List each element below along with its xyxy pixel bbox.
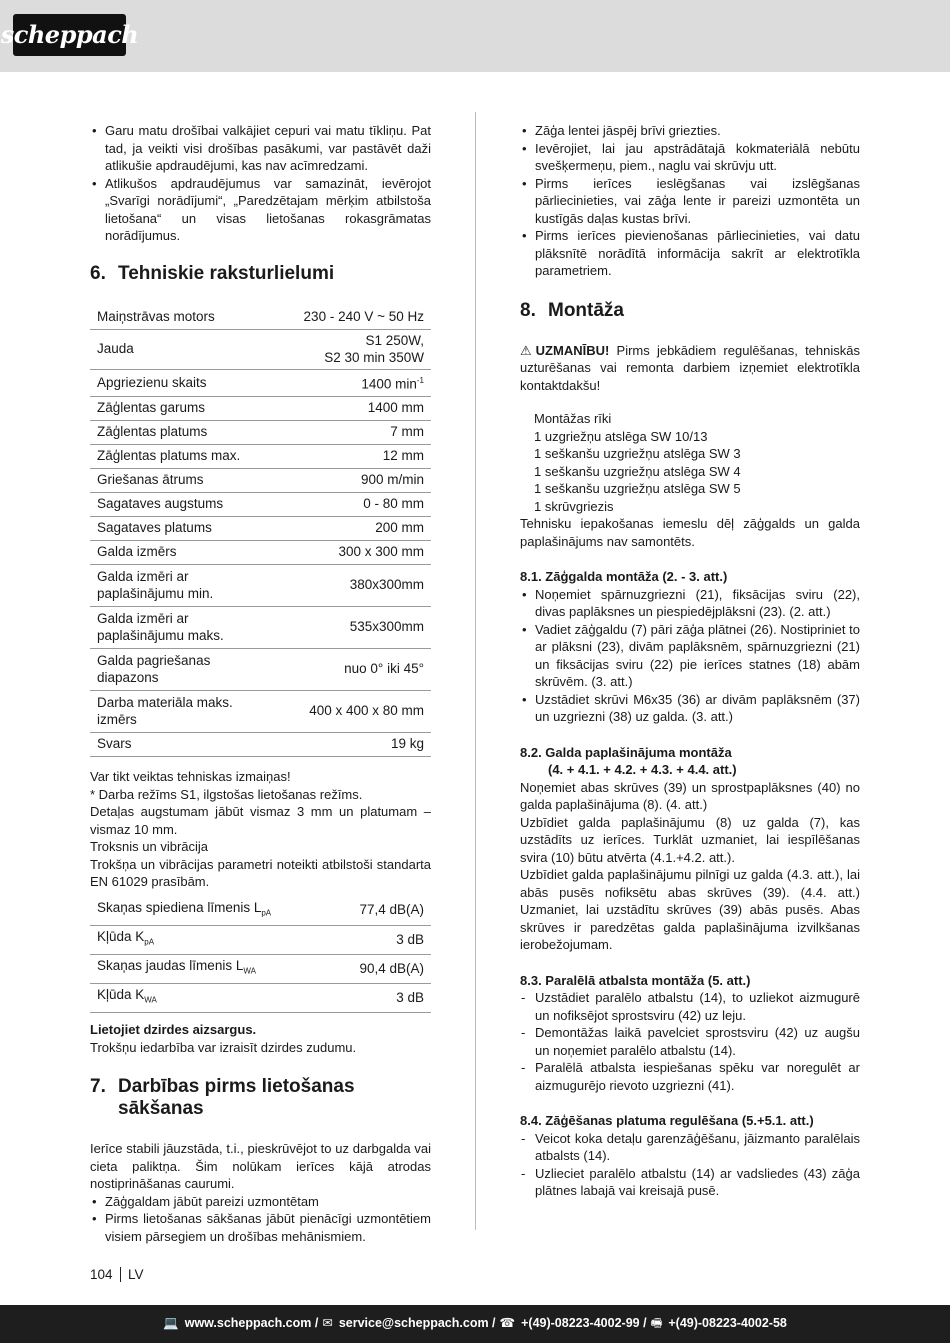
page-footer xyxy=(90,1266,144,1284)
note: Var tikt veiktas tehniskas izmaiņas! xyxy=(90,769,291,784)
mail-icon: ✉ xyxy=(322,1316,333,1331)
table-row xyxy=(90,897,431,926)
spec-value: 380x300mm xyxy=(280,565,431,607)
section-8-heading: 8. Montāža xyxy=(520,299,624,321)
table-row xyxy=(90,306,431,330)
language-code: LV xyxy=(128,1267,144,1282)
fax-number: +(49)-08223-4002-58 xyxy=(668,1316,787,1331)
spec-value: nuo 0° iki 45° xyxy=(280,649,431,691)
list-item: 1 skrūvgriezis xyxy=(534,498,614,514)
spec-value: S1 250W, S2 30 min 350W xyxy=(280,330,431,370)
table-row xyxy=(90,565,431,607)
phone-number: +(49)-08223-4002-99 / xyxy=(521,1316,647,1331)
list-item: 1 seškanšu uzgriežņu atslēga SW 3 xyxy=(534,446,741,461)
subsection-8-4-heading: 8.4. Zāģēšanas platuma regulēšana (5.+5.1. att.) xyxy=(520,1113,814,1128)
list-item: - Demontāžas laikā pavelciet sprostsviru (42) uz augšu un noņemiet paralēlo atbalstu (14). xyxy=(520,1024,860,1059)
spec-value: 400 x 400 x 80 mm xyxy=(280,691,431,733)
spec-label: Galda izmērs xyxy=(90,541,280,565)
list-item: • Atlikušos apdraudējumus var samazināt, ievērojot „Svarīgi norādījumi“, „Paredzētajam mērķim atbilstoša lietošana“ un visas lietošanas rokasgrāmatas norādījumus. xyxy=(90,175,431,245)
email-link[interactable]: service@scheppach.com / xyxy=(338,1316,496,1331)
noise-value: 3 dB xyxy=(331,925,431,954)
subsection-8-3-items xyxy=(520,989,860,1094)
website-link[interactable]: www.scheppach.com / xyxy=(184,1316,319,1331)
tools-list xyxy=(520,410,860,515)
paragraph: Uzbīdiet galda paplašinājumu (8) uz galda (7), kas uzstādīts uz ierīces. Turklāt uzmaniet, lai iespīlēšanas svira (10) būtu atvērta (4.1.+4.2. att.). xyxy=(520,814,860,865)
noise-label: Skaņas jaudas līmenis $L_{WA}$ xyxy=(90,954,331,983)
spec-table xyxy=(90,306,431,758)
table-row xyxy=(90,691,431,733)
note: Detaļas augstumam jābūt vismaz 3 mm un platumam – vismaz 10 mm. xyxy=(90,804,431,837)
list-item: • Garu matu drošībai valkājiet cepuri vai matu tīkliņu. Pat tad, ja veikti visi drošības pasākumi, var pastāvēt daži atlikušie apdraudējumi, kas nav acīmredzami. xyxy=(90,122,431,175)
spec-label: Svars xyxy=(90,733,280,757)
column-divider xyxy=(475,112,476,1230)
subsection-8-2-heading: 8.2. Galda paplašinājuma montāža (4. + 4.1. + 4.2. + 4.3. + 4.4. att.) xyxy=(520,744,737,777)
section-7-text: Ierīce stabili jāuzstāda, t.i., pieskrūvējot to uz darbgalda vai cieta paliktņa. Šim nolūkam ierīces kājā atrodas nostiprināšanas caurumi. xyxy=(90,1141,431,1192)
brand-logo: scheppach xyxy=(13,14,126,56)
spec-value: 535x300mm xyxy=(280,607,431,649)
table-row xyxy=(90,607,431,649)
tools-note: Tehnisku iepakošanas iemeslu dēļ zāģgalds un galda paplašinājums nav samontēts. xyxy=(520,516,860,549)
spec-value: 900 m/min xyxy=(280,469,431,493)
noise-value: 3 dB xyxy=(331,984,431,1013)
spec-label: Galda izmēri ar paplašinājumu maks. xyxy=(90,607,280,649)
spec-value: 7 mm xyxy=(280,421,431,445)
spec-label: Griešanas ātrums xyxy=(90,469,280,493)
list-item: • Zāģgaldam jābūt pareizi uzmontētam xyxy=(90,1193,431,1211)
paragraph: Noņemiet abas skrūves (39) un sprostpaplāksnes (40) no galda paplašinājuma (8). (4. att.) xyxy=(520,779,860,812)
noise-label: Kļūda $K_{WA}$ xyxy=(90,984,331,1013)
spec-label: Zāģlentas platums xyxy=(90,421,280,445)
spec-label: Jauda xyxy=(90,330,280,370)
list-item: - Uzstādiet paralēlo atbalstu (14), to uzliekot aizmugurē un nofiksējot sprostsviru (42) uz leju. xyxy=(520,989,860,1024)
separator xyxy=(120,1267,122,1282)
spec-label: Darba materiāla maks. izmērs xyxy=(90,691,280,733)
noise-label: Kļūda $K_{pA}$ xyxy=(90,925,331,954)
table-row xyxy=(90,954,431,983)
noise-value: 90,4 dB(A) xyxy=(331,954,431,983)
list-item: • Pirms ierīces ieslēgšanas vai izslēgšanas pārliecinieties, vai zāģa lente ir pareizi uzmontēta un kustīgās daļas kustas brīvi. xyxy=(520,175,860,228)
list-item: - Paralēlā atbalsta iespiešanas spēku var noregulēt ar aizmugurējo rievoto uzgriezni (41). xyxy=(520,1059,860,1094)
table-row xyxy=(90,649,431,691)
section-7-heading: 7. Darbības pirms lietošanas sākšanas xyxy=(90,1076,355,1120)
list-item: • Zāģa lentei jāspēj brīvi griezties. xyxy=(520,122,860,140)
spec-label: Maiņstrāvas motors xyxy=(90,306,280,330)
safety-bullets-left xyxy=(90,122,431,245)
spec-value: 0 - 80 mm xyxy=(280,493,431,517)
note: Trokšņa un vibrācijas parametri noteikti atbilstoši standarta EN 61029 prasībām. xyxy=(90,856,431,889)
noise-value: 77,4 dB(A) xyxy=(331,897,431,926)
tools-heading: Montāžas rīki xyxy=(534,411,612,426)
table-row xyxy=(90,445,431,469)
spec-label: Sagataves platums xyxy=(90,517,280,541)
subsection-8-1-heading: 8.1. Zāģgalda montāža (2. - 3. att.) xyxy=(520,569,728,584)
table-row xyxy=(90,421,431,445)
list-item: - Uzlieciet paralēlo atbalstu (14) ar vadsliedes (43) zāģa plātnes labajā vai kreisajā pusē. xyxy=(520,1165,860,1200)
note: Troksnis un vibrācija xyxy=(90,839,209,854)
list-item: 1 seškanšu uzgriežņu atslēga SW 5 xyxy=(534,481,741,496)
fax-icon: 🖷 xyxy=(650,1316,663,1331)
table-row xyxy=(90,984,431,1013)
noise-table xyxy=(90,897,431,1014)
spec-value: 300 x 300 mm xyxy=(280,541,431,565)
list-item: • Pirms lietošanas sākšanas jābūt pienācīgi uzmontētiem visiem pārsegiem un drošības mehānismiem. xyxy=(90,1210,431,1245)
left-column xyxy=(90,122,431,1245)
section-6-heading: 6. Tehniskie raksturlielumi xyxy=(90,262,335,284)
spec-value: 1400 mm xyxy=(280,397,431,421)
spec-label: Apgriezienu skaits xyxy=(90,370,280,397)
table-row xyxy=(90,493,431,517)
laptop-icon: 💻 xyxy=(163,1316,179,1331)
table-row xyxy=(90,925,431,954)
list-item: 1 uzgriežņu atslēga SW 10/13 xyxy=(534,428,708,444)
warning-text: ⚠ UZMANĪBU! Pirms jebkādiem regulēšanas, tehniskās uzturēšanas vai remonta darbiem izņemiet elektrotīkla kontaktdakšu! xyxy=(520,342,860,393)
spec-value: 200 mm xyxy=(280,517,431,541)
table-row xyxy=(90,397,431,421)
list-item: - Veicot koka detaļu garenzāģēšanu, jāizmanto paralēlais atbalsts (14). xyxy=(520,1130,860,1165)
header-bar xyxy=(0,0,950,72)
list-item: 1 seškanšu uzgriežņu atslēga SW 4 xyxy=(534,463,741,479)
spec-label: Zāģlentas garums xyxy=(90,397,280,421)
section-7-bullets xyxy=(90,1193,431,1246)
list-item: • Noņemiet spārnuzgriezni (21), fiksācijas sviru (22), divas paplāksnes un piespiedējplāksni (23). (2. att.) xyxy=(520,586,860,621)
subsection-8-1-bullets xyxy=(520,586,860,726)
list-item: • Ievērojiet, lai jau apstrādātajā kokmateriālā nebūtu svešķermeņu, piem., naglu vai skrūvju utt. xyxy=(520,140,860,175)
table-row xyxy=(90,370,431,397)
paragraph: Uzbīdiet galda paplašinājumu pilnīgi uz galda (4.3. att.), lai abās pusēs nofiksētu abas skrūves (39). (4.4. att.) Uzmaniet, lai uzstādītu skrūves (39) abās pusēs. Abas skrūves ir paredzētas galda paplašinājuma izvilkšanas ierobežojumam. xyxy=(520,867,860,952)
subsection-8-3-heading: 8.3. Paralēlā atbalsta montāža (5. att.) xyxy=(520,972,751,988)
spec-label: Zāģlentas platums max. xyxy=(90,445,280,469)
page-number: 104 xyxy=(90,1267,113,1282)
table-row xyxy=(90,541,431,565)
subsection-8-4-items xyxy=(520,1130,860,1200)
safety-bullets-right xyxy=(520,122,860,280)
table-row xyxy=(90,733,431,757)
spec-label: Sagataves augstums xyxy=(90,493,280,517)
spec-value: 1400 $\min^{-1}$ xyxy=(280,370,431,397)
noise-label: Skaņas spiediena līmenis $L_{pA}$ xyxy=(90,897,331,926)
spec-label: Galda izmēri ar paplašinājumu min. xyxy=(90,565,280,607)
contact-bar xyxy=(0,1305,950,1343)
spec-value: 19 kg xyxy=(280,733,431,757)
table-row xyxy=(90,517,431,541)
spec-value: 230 - 240 V ~ 50 Hz xyxy=(280,306,431,330)
hearing-warning: Lietojiet dzirdes aizsargus. Trokšņu iedarbība var izraisīt dzirdes zudumu. xyxy=(90,1022,357,1055)
list-item: • Uzstādiet skrūvi M6x35 (36) ar divām paplāksnēm (37) un uzgriezni (38) uz galda. (3. att.) xyxy=(520,691,860,726)
spec-label: Galda pagriešanas diapazons xyxy=(90,649,280,691)
right-column xyxy=(520,122,860,1200)
list-item: • Pirms ierīces pievienošanas pārliecinieties, vai datu plāksnītē norādītā informācija sakrīt ar elektrotīkla parametriem. xyxy=(520,227,860,280)
warning-icon: ⚠ xyxy=(520,342,532,358)
spec-value: 12 mm xyxy=(280,445,431,469)
list-item: • Vadiet zāģgaldu (7) pāri zāģa plātnei (26). Nostipriniet to ar plāksni (23), divām paplāksnēm, spārnuzgriezni (21) un fiksācijas sviru (22) pie ierīces statnes (18) abām skrūvēm. (3. att.) xyxy=(520,621,860,691)
phone-icon: ☎ xyxy=(499,1316,516,1331)
note: * Darba režīms S1, ilgstošas lietošanas režīms. xyxy=(90,786,363,802)
table-row xyxy=(90,469,431,493)
spec-notes xyxy=(90,768,431,891)
table-row xyxy=(90,330,431,370)
